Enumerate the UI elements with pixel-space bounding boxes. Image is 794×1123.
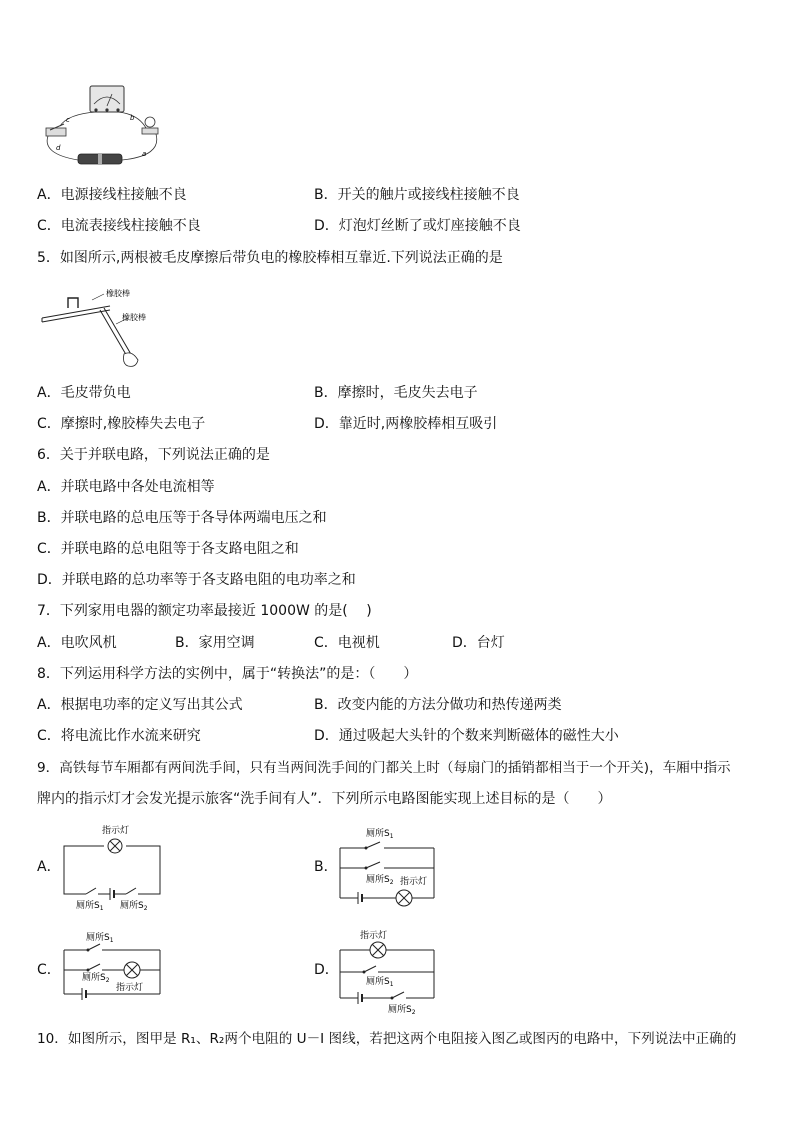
q9-stem-line1: 9．高铁每节车厢都有两间洗手间，只有当两间洗手间的门都关上时（每扇门的插销都相当于一个开关)，车厢中指示: [37, 760, 731, 776]
point-label-c: c: [66, 116, 70, 124]
rubber-rod-horizontal: [42, 306, 110, 322]
point-label-a: a: [142, 150, 147, 158]
indicator-lamp-icon: [396, 890, 412, 906]
switch-s2-label: 厕所$S_2$: [82, 973, 110, 984]
q4-option-a[interactable]: A．电源接线柱接触不良: [37, 187, 187, 203]
ammeter-icon: [90, 86, 124, 112]
q9-option-a-label[interactable]: A．: [37, 859, 61, 875]
q7-option-d[interactable]: D．台灯: [452, 635, 505, 651]
switch-s2-icon: [87, 964, 100, 971]
q7-option-a[interactable]: A．电吹风机: [37, 635, 117, 651]
switch-s1-label: 厕所$S_1$: [76, 901, 104, 912]
hand-icon: [124, 353, 139, 367]
q5-stem: 5．如图所示,两根被毛皮摩擦后带负电的橡胶棒相互靠近.下列说法正确的是: [37, 250, 503, 266]
q9-circuit-c[interactable]: [60, 928, 170, 1004]
battery-icon: [82, 988, 92, 1000]
q8-option-a[interactable]: A．根据电功率的定义写出其公式: [37, 697, 243, 713]
lamp-label: 指示灯: [116, 983, 144, 993]
indicator-lamp-icon: [108, 839, 122, 853]
q5-option-c[interactable]: C．摩擦时,橡胶棒失去电子: [37, 416, 206, 432]
battery-icon: [358, 892, 368, 904]
switch-s1-label: 厕所$S_1$: [366, 829, 394, 840]
q9-option-c-label[interactable]: C．: [37, 962, 61, 978]
q10-stem: 10．如图所示，图甲是 R₁、R₂两个电阻的 U－I 图线，若把这两个电阻接入图乙或图丙的电路中，下列说法中正确的: [37, 1031, 737, 1047]
battery-icon: [358, 992, 368, 1004]
q6-option-c[interactable]: C．并联电路的总电阻等于各支路电阻之和: [37, 541, 299, 557]
switch-s2-label: 厕所$S_2$: [120, 901, 148, 912]
q8-option-c[interactable]: C．将电流比作水流来研究: [37, 728, 201, 744]
q5-option-b[interactable]: B．摩擦时，毛皮失去电子: [314, 385, 478, 401]
switch-icon: [46, 128, 66, 136]
lamp-label: 指示灯: [360, 931, 388, 941]
q4-circuit-figure: [38, 84, 168, 170]
q7-option-b[interactable]: B．家用空调: [175, 635, 255, 651]
q8-option-d[interactable]: D．通过吸起大头针的个数来判断磁体的磁性大小: [314, 728, 619, 744]
point-label-d: d: [56, 144, 61, 152]
q4-option-d[interactable]: D．灯泡灯丝断了或灯座接触不良: [314, 218, 521, 234]
q6-option-b[interactable]: B．并联电路的总电压等于各导体两端电压之和: [37, 510, 327, 526]
switch-s1-icon: [363, 966, 376, 973]
q7-option-c[interactable]: C．电视机: [314, 635, 380, 651]
lamp-label: 指示灯: [400, 877, 428, 887]
q8-option-b[interactable]: B．改变内能的方法分做功和热传递两类: [314, 697, 562, 713]
switch-s2-label: 厕所$S_2$: [388, 1005, 416, 1016]
lamp-label: 指示灯: [102, 826, 130, 836]
switch-s1-label: 厕所$S_1$: [86, 933, 114, 944]
switch-s1-icon: [87, 944, 100, 951]
q9-stem-line2: 牌内的指示灯才会发光提示旅客“洗手间有人”．下列所示电路图能实现上述目标的是（ ）: [37, 791, 612, 807]
q6-option-d[interactable]: D．并联电路的总功率等于各支路电阻的电功率之和: [37, 572, 356, 588]
q9-circuit-b[interactable]: [336, 824, 440, 910]
switch-s1-label: 厕所$S_1$: [366, 977, 394, 988]
q9-option-b-label[interactable]: B．: [314, 859, 338, 875]
rod-label-bottom: 橡胶棒: [122, 313, 146, 322]
point-label-b: b: [130, 114, 135, 122]
q9-circuit-a[interactable]: [60, 822, 170, 912]
q6-option-a[interactable]: A．并联电路中各处电流相等: [37, 479, 215, 495]
switch-s2-label: 厕所$S_2$: [366, 875, 394, 886]
q5-option-a[interactable]: A．毛皮带负电: [37, 385, 131, 401]
q8-stem: 8．下列运用科学方法的实例中，属于“转换法”的是：（ ）: [37, 666, 418, 682]
q6-stem: 6．关于并联电路，下列说法正确的是: [37, 447, 270, 463]
indicator-lamp-icon: [124, 962, 140, 978]
battery-icon: [78, 154, 122, 164]
rod-label-top: 橡胶棒: [106, 289, 130, 298]
q9-option-d-label[interactable]: D．: [314, 962, 339, 978]
q4-option-b[interactable]: B．开关的触片或接线柱接触不良: [314, 187, 520, 203]
indicator-lamp-icon: [370, 942, 386, 958]
q9-circuit-d[interactable]: [336, 926, 440, 1016]
q5-option-d[interactable]: D．靠近时,两橡胶棒相互吸引: [314, 416, 498, 432]
switch-s2-icon: [391, 992, 404, 999]
q4-option-c[interactable]: C．电流表接线柱接触不良: [37, 218, 201, 234]
q7-stem: 7．下列家用电器的额定功率最接近 1000W 的是( ): [37, 603, 372, 619]
q5-rubber-rod-figure: [40, 280, 170, 370]
